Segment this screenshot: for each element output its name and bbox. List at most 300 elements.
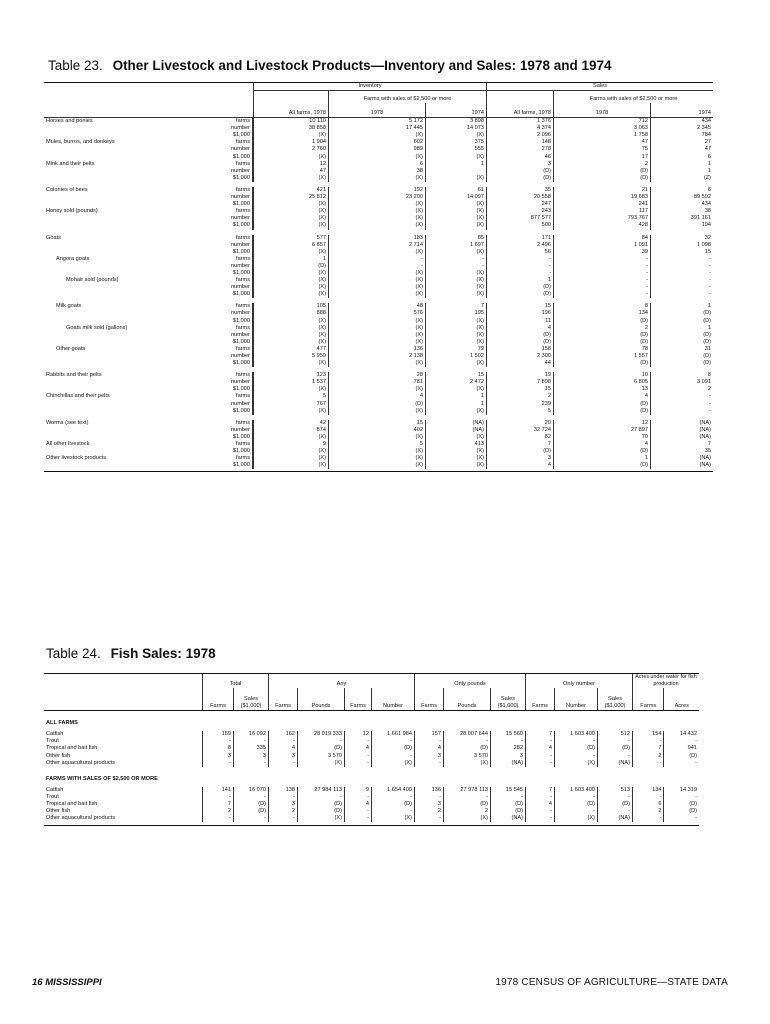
row-unit: number: [231, 284, 250, 291]
table-cell: -: [269, 794, 298, 801]
row-unit: farms: [236, 441, 250, 448]
table-cell: (X): [329, 360, 426, 367]
table-cell: -: [234, 760, 269, 767]
row-label: [44, 277, 253, 284]
table-cell: (X): [444, 760, 491, 767]
table-cell: (X): [329, 386, 426, 393]
table-cell: (X): [426, 201, 487, 208]
table-cell: (X): [254, 291, 329, 298]
table-cell: -: [491, 794, 526, 801]
table-cell: 1 661 984: [372, 731, 415, 738]
table-cell: (D): [444, 745, 491, 752]
row-label-text: Other goats: [56, 345, 86, 352]
row-label-text: Other livestock products: [46, 455, 107, 462]
table-cell: -: [203, 815, 234, 822]
row-label-text: Colonies of bees: [46, 186, 88, 193]
table-cell: 157: [415, 731, 444, 738]
table-row: [44, 753, 699, 760]
table-cell: 38 858: [254, 125, 329, 132]
row-label: [44, 249, 253, 256]
table-cell: -: [526, 738, 555, 745]
row-unit: farms: [236, 324, 250, 331]
table-row: [44, 346, 713, 353]
table-row: [44, 187, 713, 194]
table-cell: 23 200: [329, 194, 426, 201]
table-cell: (X): [254, 175, 329, 182]
table-bottom-rule: [44, 822, 699, 826]
table-cell: (D): [598, 745, 633, 752]
table-row: [44, 738, 699, 745]
table-row: [44, 401, 713, 408]
table-cell: (D): [664, 801, 699, 808]
row-label: [44, 393, 253, 400]
table-cell: 15: [426, 372, 487, 379]
table-cell: 44: [487, 360, 554, 367]
table-cell: (X): [254, 408, 329, 415]
header-acres-under-water: Acres under water for fish production: [633, 674, 700, 689]
table-cell: 3: [491, 753, 526, 760]
table-cell: -: [415, 815, 444, 822]
table-cell: -: [269, 738, 298, 745]
table-cell: 941: [664, 745, 699, 752]
table-cell: [426, 168, 487, 175]
table-cell: (NA): [426, 427, 487, 434]
row-label: [44, 332, 253, 339]
th-farms: Farms: [633, 688, 664, 711]
table-cell: -: [651, 277, 714, 284]
table-cell: 2 345: [651, 125, 714, 132]
table-cell: (X): [426, 360, 487, 367]
table-cell: (D): [554, 448, 651, 455]
row-label: [44, 448, 253, 455]
table-cell: (X): [329, 339, 426, 346]
table-cell: (X): [298, 815, 345, 822]
row-label: [44, 455, 253, 462]
table-cell: 10: [554, 372, 651, 379]
table-cell: 15: [329, 420, 426, 427]
table-cell: 7: [203, 801, 234, 808]
table-cell: 4: [526, 745, 555, 752]
table-row: [44, 118, 713, 126]
page-footer-left: 16 MISSISSIPPI: [32, 977, 102, 988]
table-cell: (X): [254, 448, 329, 455]
th-pounds: Pounds: [298, 688, 345, 711]
table-row: [44, 455, 713, 462]
table-cell: 158: [487, 346, 554, 353]
table-row: [44, 139, 713, 146]
row-label: Tropical and bait fish: [44, 801, 203, 808]
table-cell: (X): [254, 222, 329, 229]
table-cell: 8: [203, 745, 234, 752]
table-row: [44, 125, 713, 132]
header-sales: Sales: [487, 83, 714, 91]
table-row: [44, 372, 713, 379]
table-cell: (X): [426, 408, 487, 415]
row-label: [44, 222, 253, 229]
row-label: [44, 318, 253, 325]
table-cell: (X): [254, 154, 329, 161]
table-cell: -: [633, 794, 664, 801]
table-cell: 42: [254, 420, 329, 427]
table-cell: (X): [426, 318, 487, 325]
row-label-text: Mules, burros, and donkeys: [46, 139, 115, 146]
row-unit: $1,000: [232, 433, 250, 440]
table-cell: 1: [254, 256, 329, 263]
table-24-title: [46, 646, 216, 661]
table-cell: 56: [487, 249, 554, 256]
table-cell: 2 472: [426, 379, 487, 386]
table-cell: 8: [651, 372, 714, 379]
th-number: Number: [372, 688, 415, 711]
table-23-number: Table 23.: [48, 58, 103, 73]
table-cell: (D): [651, 353, 714, 360]
row-unit: farms: [236, 455, 250, 462]
table-cell: 1 537: [254, 379, 329, 386]
table-cell: 171: [487, 235, 554, 242]
row-label: [44, 462, 253, 469]
table-cell: 25 812: [254, 194, 329, 201]
table-cell: (X): [426, 277, 487, 284]
table-cell: 47: [554, 139, 651, 146]
table-cell: (X): [329, 154, 426, 161]
table-row: [44, 794, 699, 801]
table-cell: (D): [487, 175, 554, 182]
table-row: [44, 284, 713, 291]
table-cell: -: [203, 794, 234, 801]
table-row: [44, 448, 713, 455]
table-cell: (D): [554, 332, 651, 339]
row-unit: number: [231, 400, 250, 407]
table-cell: -: [329, 263, 426, 270]
row-label: [44, 401, 253, 408]
table-cell: 141: [203, 787, 234, 794]
table-cell: 2: [415, 808, 444, 815]
row-unit: $1,000: [232, 317, 250, 324]
row-unit: $1,000: [232, 407, 250, 414]
table-cell: 239: [487, 401, 554, 408]
table-cell: 1: [651, 325, 714, 332]
table-cell: 183: [329, 235, 426, 242]
table-cell: -: [651, 401, 714, 408]
row-label: [44, 310, 253, 317]
row-unit: number: [231, 194, 250, 201]
table-cell: 3 063: [554, 125, 651, 132]
table-cell: (X): [298, 760, 345, 767]
table-cell: -: [298, 794, 345, 801]
table-cell: 35: [651, 448, 714, 455]
table-cell: 2 714: [329, 242, 426, 249]
table-row: [44, 249, 713, 256]
table-cell: 117: [554, 208, 651, 215]
row-label: [44, 408, 253, 415]
table-row: [44, 215, 713, 222]
row-label-text: Mohair sold (pounds): [66, 277, 119, 284]
table-cell: -: [633, 760, 664, 767]
table-cell: -: [526, 760, 555, 767]
table-cell: 85: [426, 235, 487, 242]
table-cell: 47: [254, 168, 329, 175]
row-unit: $1,000: [232, 462, 250, 469]
table-cell: 7: [526, 787, 555, 794]
table-row: [44, 154, 713, 161]
row-label: [44, 168, 253, 175]
th-farms: Farms: [415, 688, 444, 711]
table-cell: (NA): [598, 815, 633, 822]
row-label: [44, 146, 253, 153]
row-label: [44, 339, 253, 346]
table-cell: (X): [329, 249, 426, 256]
table-cell: (D): [651, 332, 714, 339]
table-cell: 1: [554, 455, 651, 462]
table-cell: 784: [651, 132, 714, 139]
table-cell: -: [345, 808, 372, 815]
table-cell: 4: [415, 745, 444, 752]
table-cell: 20 558: [487, 194, 554, 201]
table-cell: (X): [254, 339, 329, 346]
row-label: Other aquacultural products: [44, 815, 203, 822]
row-label: [44, 125, 253, 132]
table-cell: 877 577: [487, 215, 554, 222]
table-24-heading: Fish Sales: 1978: [110, 646, 216, 661]
table-cell: 5: [254, 393, 329, 400]
table-23-grid: [44, 82, 713, 472]
table-cell: 39: [554, 249, 651, 256]
table-cell: -: [526, 808, 555, 815]
row-label: [44, 270, 253, 277]
table-cell: (D): [651, 339, 714, 346]
table-cell: 1: [487, 277, 554, 284]
row-unit: farms: [236, 277, 250, 284]
row-label: [44, 194, 253, 201]
table-row: [44, 175, 713, 182]
table-cell: (D): [487, 332, 554, 339]
table-cell: 28: [329, 372, 426, 379]
table-cell: (X): [426, 132, 487, 139]
table-cell: (X): [254, 277, 329, 284]
table-cell: -: [554, 256, 651, 263]
table-cell: 2: [554, 325, 651, 332]
table-cell: 3: [415, 801, 444, 808]
table-cell: 134: [633, 787, 664, 794]
th-sales: Sales ($1,000): [234, 688, 269, 711]
table-cell: 2: [633, 753, 664, 760]
table-cell: -: [651, 263, 714, 270]
table-cell: 7: [426, 303, 487, 310]
row-unit: farms: [236, 345, 250, 352]
table-cell: 402: [329, 427, 426, 434]
table-cell: 7: [487, 441, 554, 448]
table-cell: 134: [554, 310, 651, 317]
table-row: [44, 353, 713, 360]
th-farms: Farms: [345, 688, 372, 711]
table-cell: 27 978 113: [444, 787, 491, 794]
table-cell: 28 007 644: [444, 731, 491, 738]
row-label: Other fish: [44, 753, 203, 760]
table-cell: -: [554, 284, 651, 291]
row-unit: number: [231, 426, 250, 433]
table-cell: (X): [329, 175, 426, 182]
row-unit: farms: [236, 234, 250, 241]
table-cell: -: [372, 738, 415, 745]
table-row: [44, 801, 699, 808]
table-cell: 196: [487, 310, 554, 317]
table-cell: (D): [487, 168, 554, 175]
table-cell: -: [234, 794, 269, 801]
table-cell: 162: [269, 731, 298, 738]
table-23-title: [48, 58, 612, 73]
table-cell: 48: [329, 303, 426, 310]
table-cell: -: [664, 760, 699, 767]
table-cell: 15: [487, 386, 554, 393]
table-cell: (X): [426, 332, 487, 339]
table-cell: (Z): [651, 175, 714, 182]
table-cell: 2: [651, 386, 714, 393]
section-title: ALL FARMS: [46, 720, 78, 727]
table-cell: -: [203, 760, 234, 767]
table-cell: (X): [329, 270, 426, 277]
table-cell: (D): [372, 745, 415, 752]
table-cell: 1 603 400: [555, 787, 598, 794]
row-label: [44, 434, 253, 441]
table-cell: (NA): [426, 420, 487, 427]
table-cell: 10 110: [254, 118, 329, 126]
row-label: [44, 235, 253, 242]
table-cell: (X): [329, 325, 426, 332]
row-unit: number: [231, 241, 250, 248]
table-cell: 413: [426, 441, 487, 448]
table-cell: (D): [554, 360, 651, 367]
table-row: [44, 222, 713, 229]
table-cell: 4: [554, 393, 651, 400]
table-cell: 335: [234, 745, 269, 752]
table-cell: 4: [487, 462, 554, 469]
table-cell: (X): [329, 132, 426, 139]
table-cell: -: [554, 270, 651, 277]
table-cell: 3: [234, 753, 269, 760]
row-unit: $1,000: [232, 248, 250, 255]
row-label-text: Horses and ponies: [46, 118, 93, 125]
row-label: [44, 372, 253, 379]
table-cell: 16 070: [234, 787, 269, 794]
table-cell: 15: [487, 303, 554, 310]
table-cell: 13: [554, 386, 651, 393]
row-label-text: Angora goats: [56, 255, 90, 262]
table-cell: (X): [329, 291, 426, 298]
table-cell: 28 019 333: [298, 731, 345, 738]
table-cell: 576: [329, 310, 426, 317]
row-unit: $1,000: [232, 338, 250, 345]
table-cell: (D): [554, 339, 651, 346]
table-row: [44, 325, 713, 332]
table-cell: -: [345, 760, 372, 767]
table-cell: -: [526, 815, 555, 822]
table-cell: -: [664, 794, 699, 801]
table-cell: 136: [329, 346, 426, 353]
table-cell: 1: [651, 161, 714, 168]
table-cell: -: [491, 738, 526, 745]
table-cell: 1 557: [554, 353, 651, 360]
row-unit: farms: [236, 372, 250, 379]
table-cell: (X): [426, 462, 487, 469]
table-cell: (X): [372, 815, 415, 822]
table-cell: -: [651, 291, 714, 298]
row-label: [44, 242, 253, 249]
th-sales: Sales ($1,000): [491, 688, 526, 711]
table-cell: (X): [426, 222, 487, 229]
table-23: [44, 82, 713, 472]
table-cell: 17: [554, 154, 651, 161]
row-label: [44, 427, 253, 434]
table-cell: (X): [254, 462, 329, 469]
table-cell: -: [598, 794, 633, 801]
table-cell: 194: [651, 222, 714, 229]
row-unit: farms: [236, 139, 250, 146]
header-any: Any: [269, 674, 415, 689]
table-cell: (X): [254, 201, 329, 208]
table-cell: -: [651, 393, 714, 400]
table-cell: 391 161: [651, 215, 714, 222]
table-cell: 15 545: [491, 787, 526, 794]
table-cell: -: [633, 738, 664, 745]
row-label: Trout: [44, 794, 203, 801]
row-label: [44, 161, 253, 168]
row-label: [44, 263, 253, 270]
table-cell: 241: [554, 201, 651, 208]
table-cell: 247: [487, 201, 554, 208]
table-row: [44, 310, 713, 317]
table-cell: (D): [554, 462, 651, 469]
table-cell: 8: [554, 303, 651, 310]
table-cell: -: [664, 815, 699, 822]
table-cell: 35: [487, 187, 554, 194]
table-cell: (X): [254, 325, 329, 332]
table-cell: (D): [555, 801, 598, 808]
table-cell: 989: [329, 146, 426, 153]
table-cell: -: [203, 738, 234, 745]
table-cell: (X): [254, 208, 329, 215]
th-acres: Acres: [664, 688, 699, 711]
row-label-text: Rabbits and their pelts: [46, 372, 102, 379]
row-label: [44, 118, 253, 125]
table-row: [44, 270, 713, 277]
table-cell: 2 300: [487, 353, 554, 360]
table-cell: -: [651, 256, 714, 263]
table-cell: 4: [487, 325, 554, 332]
table-cell: (X): [426, 386, 487, 393]
table-cell: 793 767: [554, 215, 651, 222]
table-cell: (X): [254, 215, 329, 222]
row-label: [44, 201, 253, 208]
table-cell: 6 857: [254, 242, 329, 249]
row-unit: $1,000: [232, 360, 250, 367]
row-unit: number: [231, 146, 250, 153]
table-cell: 282: [491, 745, 526, 752]
table-cell: (X): [254, 318, 329, 325]
table-cell: (X): [555, 760, 598, 767]
table-cell: 15 560: [491, 731, 526, 738]
table-cell: 38: [329, 168, 426, 175]
table-cell: 2: [487, 393, 554, 400]
table-cell: 2 138: [329, 353, 426, 360]
row-label: Trout: [44, 738, 203, 745]
table-cell: -: [598, 738, 633, 745]
row-unit: number: [231, 125, 250, 132]
table-cell: 195: [426, 310, 487, 317]
header-all-farms-sales: All farms, 1978: [487, 103, 554, 118]
table-cell: 5: [487, 408, 554, 415]
table-cell: (NA): [598, 760, 633, 767]
table-cell: 79: [426, 346, 487, 353]
